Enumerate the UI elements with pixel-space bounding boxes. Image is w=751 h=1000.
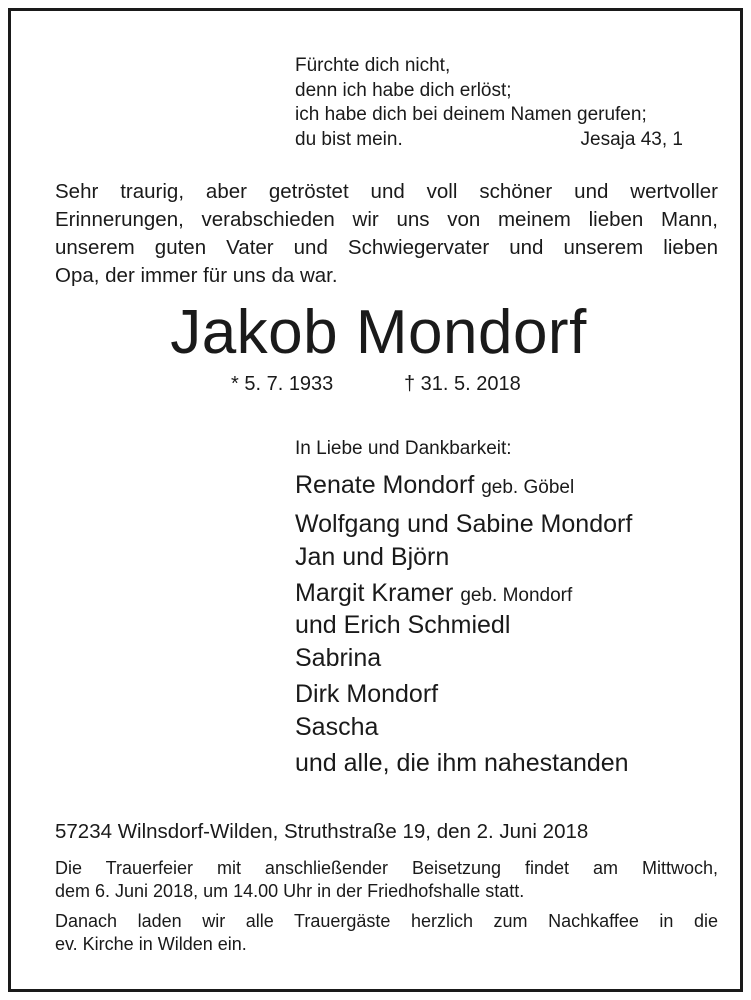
verse-line: denn ich habe dich erlöst; [295,79,512,101]
mourner-margit [295,577,572,612]
deceased-name: Jakob Mondorf [170,298,587,367]
mourner-dirk: Dirk Mondorf [295,680,439,708]
maiden-name: geb. Göbel [481,477,575,498]
funeral-line: Die Trauerfeier mit anschließender Beisetzung findet am Mittwoch, [55,858,718,878]
intro-line: Sehr traurig, aber getröstet und voll schöner und wertvoller [55,180,718,203]
mourner-sabrina: Sabrina [295,644,382,672]
mourner-renate [295,469,574,504]
mourners-heading: In Liebe und Dankbarkeit: [295,438,512,459]
maiden-name: geb. Mondorf [460,585,573,606]
mourner-all: und alle, die ihm nahestanden [295,749,629,777]
intro-text [55,178,718,290]
verse-line: Fürchte dich nicht, [295,55,451,76]
bible-verse [295,54,683,152]
verse-line: du bist mein. [295,128,403,150]
death-date: † 31. 5. 2018 [404,373,521,395]
coffee-line: Danach laden wir alle Trauergäste herzlich zum Nachkaffee in die [55,911,718,931]
mourner-erich: und Erich Schmiedl [295,611,511,639]
address-date: 57234 Wilnsdorf-Wilden, Struthstraße 19, den 2. Juni 2018 [55,820,589,843]
intro-line: Erinnerungen, verabschieden wir uns von meinem lieben Mann, [55,208,718,231]
mourner-name: Margit Kramer [295,579,454,607]
verse-line: ich habe dich bei deinem Namen gerufen; [295,104,647,125]
mourner-jan: Jan und Björn [295,543,450,571]
birth-date: * 5. 7. 1933 [231,373,334,395]
mourner-wolfgang: Wolfgang und Sabine Mondorf [295,510,633,538]
mourner-sascha: Sascha [295,713,379,741]
verse-reference: Jesaja 43, 1 [580,128,683,150]
obituary-frame [8,8,743,992]
funeral-info [55,857,718,903]
intro-line: unserem guten Vater und Schwiegervater und unserem lieben [55,236,718,259]
funeral-line: dem 6. Juni 2018, um 14.00 Uhr in der Friedhofshalle statt. [55,881,525,901]
coffee-info [55,910,718,956]
verse-last-line [295,128,683,153]
mourner-name: Renate Mondorf [295,471,475,499]
coffee-line: ev. Kirche in Wilden ein. [55,934,247,954]
intro-line: Opa, der immer für uns da war. [55,264,338,287]
